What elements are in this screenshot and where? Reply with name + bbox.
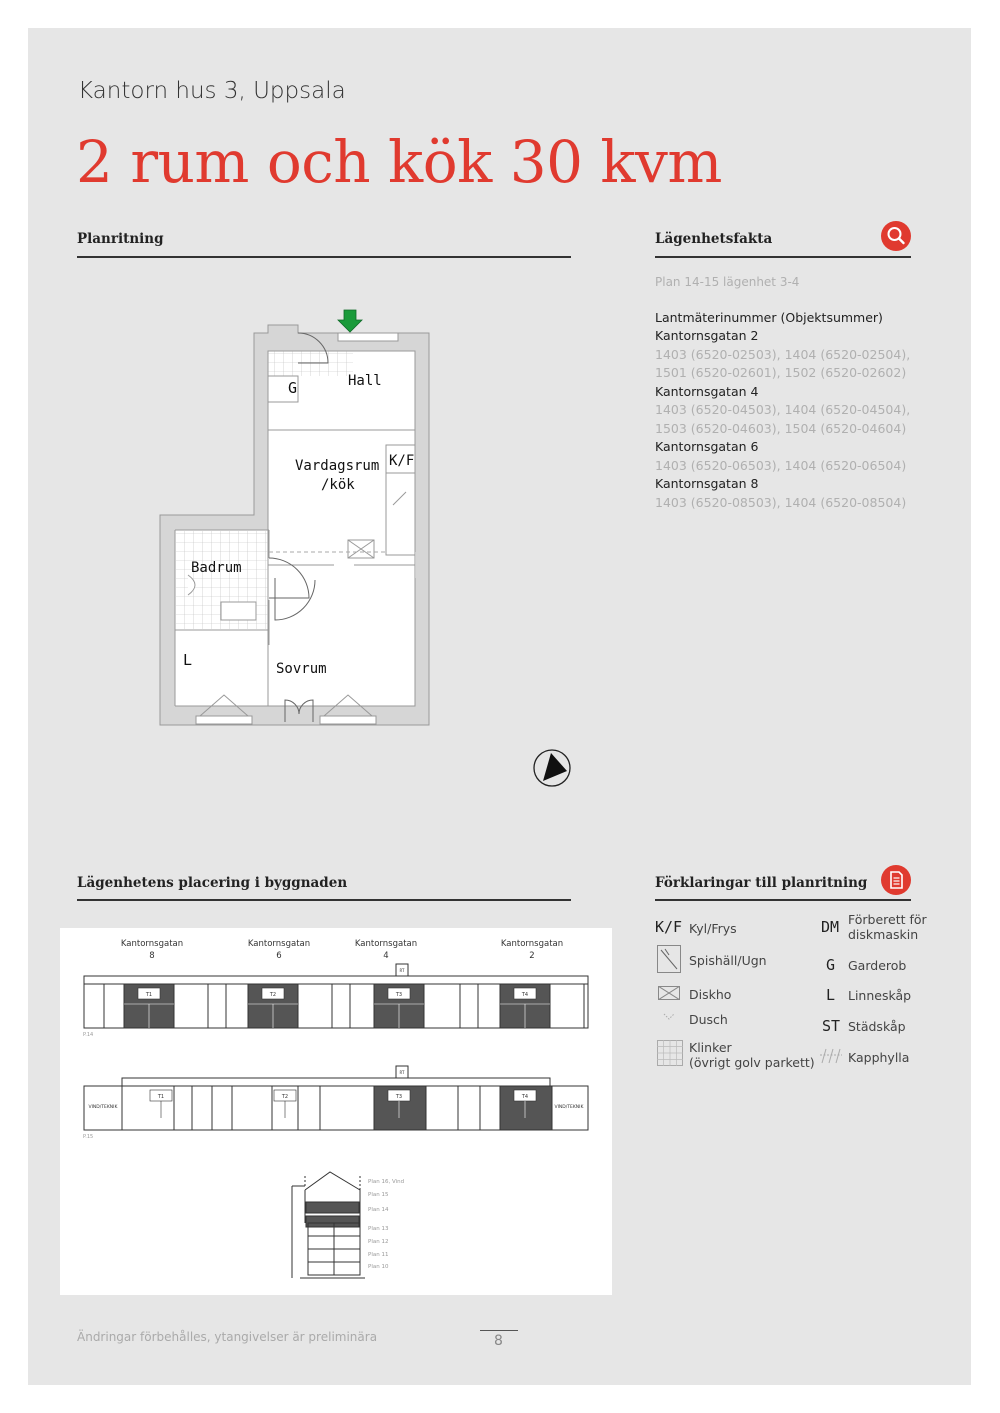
unit-top (500, 984, 550, 1028)
tiles-icon (657, 1040, 683, 1066)
street-number: 6 (276, 951, 282, 961)
vind-label: VIND/TEKNIK (88, 1105, 118, 1110)
legend-label: Dusch (689, 1012, 728, 1027)
building-placement-diagram (60, 928, 612, 1295)
vind-label: VIND/TEKNIK (554, 1105, 584, 1110)
legend-symbol-l: L (826, 986, 836, 1004)
sink-icon (658, 986, 680, 1000)
facts-numbers: 1503 (6520-04603), 1504 (6520-04604) (655, 420, 907, 436)
facts-street: Kantornsgatan 6 (655, 439, 759, 454)
street-label: Kantornsgatan (354, 939, 418, 949)
unit-label: T4 (521, 992, 529, 998)
roof-tag: RT (399, 968, 405, 973)
street-label: Kantornsgatan (247, 939, 311, 949)
floorplan-heading: Planritning (77, 231, 164, 247)
legend-rule (655, 899, 911, 901)
legend-symbol-g: G (826, 956, 836, 974)
legend-label: Kyl/Frys (689, 921, 737, 936)
plan-14-units (104, 984, 584, 1028)
roof-tag: RT (399, 1070, 405, 1075)
legend-label: Garderob (848, 958, 907, 973)
street-number: 8 (149, 951, 155, 961)
unit-top (124, 984, 174, 1028)
room-bathroom: Badrum (191, 560, 242, 576)
stove-icon (657, 945, 681, 973)
washbasin (221, 602, 256, 620)
facts-heading: Lägenhetsfakta (655, 231, 773, 247)
room-bedroom: Sovrum (276, 661, 327, 677)
legend-symbol-dm: DM (821, 918, 840, 936)
legend-label: (övrigt golv parkett) (689, 1055, 815, 1070)
facts-plan: Plan 14-15 lägenhet 3-4 (655, 275, 800, 289)
legend-label: Spishäll/Ugn (689, 953, 767, 968)
unit-label: T1 (145, 992, 153, 998)
footer-disclaimer: Ändringar förbehålles, ytangivelser är preliminära (77, 1330, 378, 1344)
facts-street: Kantornsgatan 2 (655, 328, 759, 343)
window-bottom-right (320, 716, 376, 724)
mark-g: G (288, 379, 298, 397)
unit-label: T4 (521, 1094, 529, 1100)
facts-numbers: 1403 (6520-06503), 1404 (6520-06504) (655, 457, 907, 473)
room-living: Vardagsrum (295, 458, 380, 474)
section-levels (368, 1179, 404, 1270)
unit-label: T3 (395, 992, 403, 998)
mark-l: L (183, 651, 193, 669)
section-level-label: Plan 15 (368, 1192, 389, 1198)
project-subtitle: Kantorn hus 3, Uppsala (78, 78, 346, 104)
floorplan-rule (77, 256, 571, 258)
section-level-label: Plan 11 (368, 1252, 389, 1258)
legend-label: Diskho (689, 987, 732, 1002)
room-hall: Hall (348, 373, 382, 389)
north-arrow-icon (531, 747, 573, 789)
window-bottom-left (196, 716, 252, 724)
section-level-label: Plan 10 (368, 1264, 389, 1270)
unit-label: T1 (157, 1094, 165, 1100)
facts-street: Kantornsgatan 4 (655, 383, 759, 399)
unit-top (248, 984, 298, 1028)
plan-label: P.14 (83, 1032, 94, 1038)
plan-15-units (122, 1086, 552, 1130)
document-icon[interactable] (881, 865, 911, 895)
page-number: 8 (494, 1333, 503, 1349)
unit-top (374, 984, 424, 1028)
legend-label: Kapphylla (848, 1050, 910, 1065)
facts-rule (655, 256, 911, 258)
section-level-label: Plan 16, Vind (368, 1179, 405, 1185)
unit-bottom (150, 1090, 172, 1118)
unit-label: T2 (281, 1094, 289, 1100)
section-level-label: Plan 12 (368, 1239, 389, 1245)
placement-heading: Lägenhetens placering i byggnaden (77, 875, 348, 891)
placement-rule (77, 899, 571, 901)
unit-bottom (500, 1086, 552, 1130)
window-top (338, 333, 398, 341)
room-living-kitchen: /kök (321, 477, 355, 493)
legend-label: Städskåp (848, 1019, 906, 1034)
page-number-rule (480, 1330, 518, 1331)
section-level-label: Plan 13 (368, 1226, 389, 1232)
legend-heading: Förklaringar till planritning (655, 875, 868, 891)
shelf-icon (820, 1047, 842, 1065)
unit-bottom (274, 1090, 296, 1118)
search-icon[interactable] (881, 221, 911, 251)
legend-symbol-st: ST (822, 1017, 841, 1035)
building-section (292, 1172, 365, 1278)
facts-numbers: 1403 (6520-02503), 1404 (6520-02504), (655, 346, 911, 362)
facts-lm-heading: Lantmäterinummer (Objektsummer) (655, 309, 883, 325)
placement-svg (60, 928, 612, 1295)
apartment-title: 2 rum och kök 30 kvm (76, 128, 722, 196)
unit-bottom (374, 1086, 426, 1130)
legend-symbol-kf: K/F (655, 918, 683, 936)
facts-numbers: 1403 (6520-04503), 1404 (6520-04504), (655, 402, 911, 417)
facts-numbers: 1501 (6520-02601), 1502 (6520-02602) (655, 365, 907, 380)
street-label: Kantornsgatan (500, 939, 564, 949)
legend-label: Linneskåp (848, 988, 912, 1003)
legend-label: diskmaskin (848, 927, 919, 942)
unit-label: T3 (395, 1094, 403, 1100)
floor-plan (148, 290, 448, 730)
facts-numbers: 1403 (6520-08503), 1404 (6520-08504) (655, 494, 907, 510)
street-number: 2 (529, 951, 535, 961)
brochure-page (28, 28, 971, 1385)
plan-label: P.15 (83, 1134, 94, 1140)
shower-icon (663, 1013, 675, 1021)
unit-label: T2 (269, 992, 277, 998)
section-level-label: Plan 14 (368, 1207, 389, 1213)
mark-kf: K/F (389, 453, 415, 469)
legend-label: Förberett för (848, 912, 927, 927)
street-label: Kantornsgatan (120, 939, 184, 949)
legend-label: Klinker (689, 1040, 732, 1055)
apartment-facts (655, 273, 935, 512)
facts-street: Kantornsgatan 8 (655, 476, 759, 491)
street-number: 4 (383, 951, 389, 961)
legend (655, 913, 955, 1083)
entry-arrow-icon (338, 310, 362, 332)
